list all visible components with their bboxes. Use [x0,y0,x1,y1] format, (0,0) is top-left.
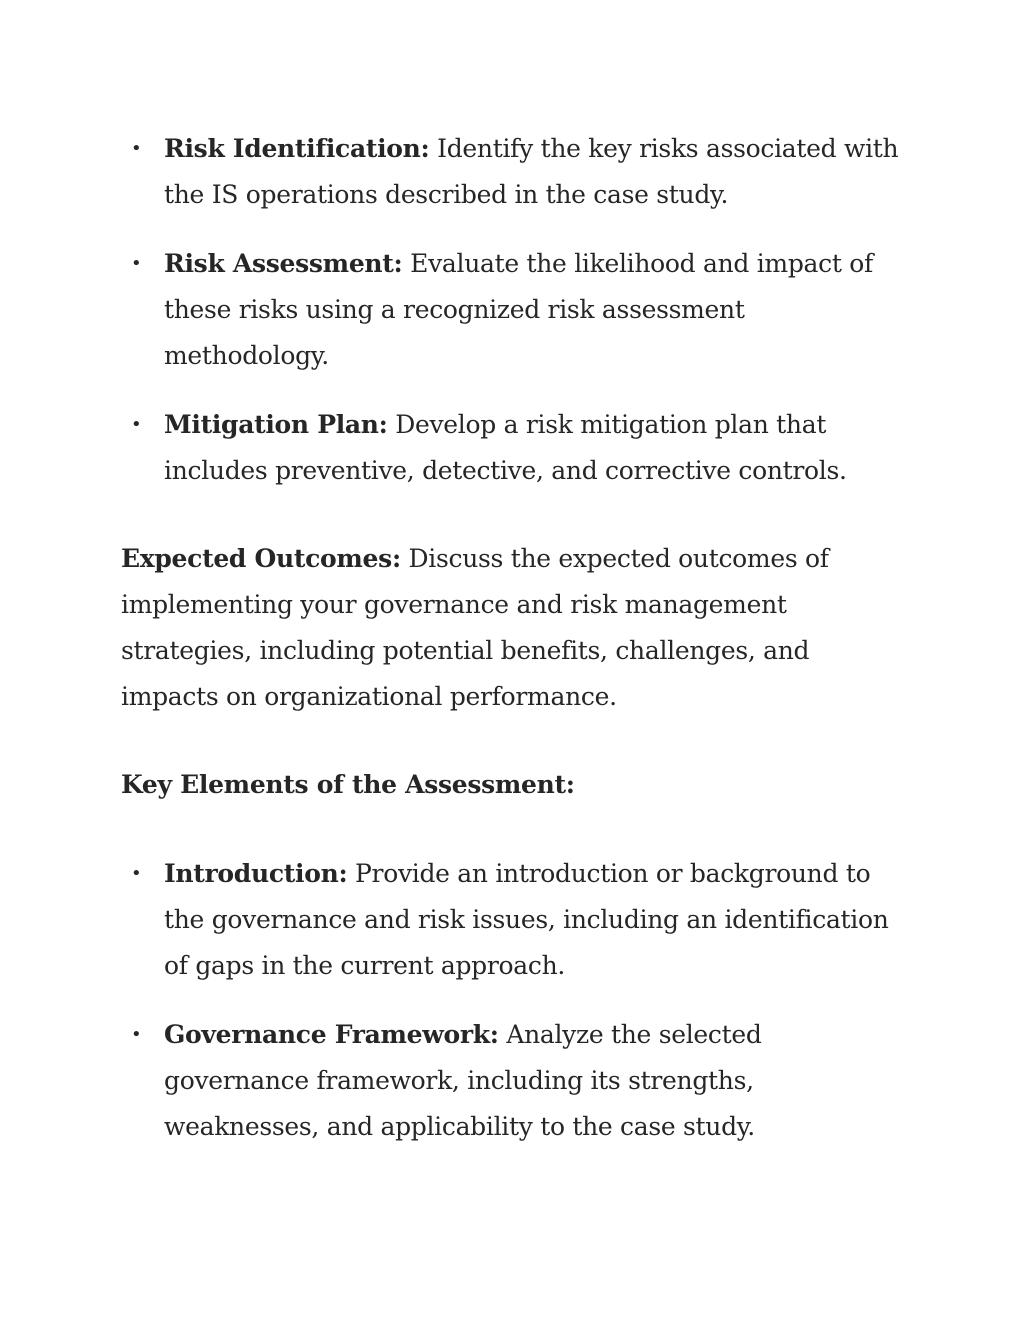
list-item [121,851,901,989]
list-item-text: Develop a risk mitigation plan that includes preventive, detective, and corrective controls. [164,410,847,485]
list-item-term: Introduction: [164,859,348,888]
bullet-icon: • [131,253,142,274]
list-item-term: Governance Framework: [164,1020,499,1049]
expected-outcomes-term: Expected Outcomes: [121,544,401,573]
list-item [121,402,901,494]
bullet-icon: • [131,1024,142,1045]
document-body [121,126,901,1150]
list-item-text: Analyze the selected governance framework, including its strengths, weaknesses, and applicability to the case study. [164,1020,762,1141]
expected-outcomes-text: Discuss the expected outcomes of implementing your governance and risk management strategies, including potential benefits, challenges, and impacts on organizational performance. [121,544,829,711]
bullet-icon: • [131,138,142,159]
list-item-text: Identify the key risks associated with the IS operations described in the case study. [164,134,899,209]
risk-steps-list [121,126,901,494]
list-item-term: Risk Assessment: [164,249,403,278]
list-item-term: Risk Identification: [164,134,430,163]
list-item-text: Evaluate the likelihood and impact of these risks using a recognized risk assessment methodology. [164,249,873,370]
list-item [121,1012,901,1150]
key-elements-list [121,851,901,1150]
bullet-icon: • [131,414,142,435]
bullet-icon: • [131,863,142,884]
list-item [121,241,901,379]
list-item-term: Mitigation Plan: [164,410,388,439]
expected-outcomes-paragraph [121,536,901,720]
list-item [121,126,901,218]
key-elements-heading: Key Elements of the Assessment: [121,770,575,799]
list-item-text: Provide an introduction or background to the governance and risk issues, including an identification of gaps in the current approach. [164,859,889,980]
